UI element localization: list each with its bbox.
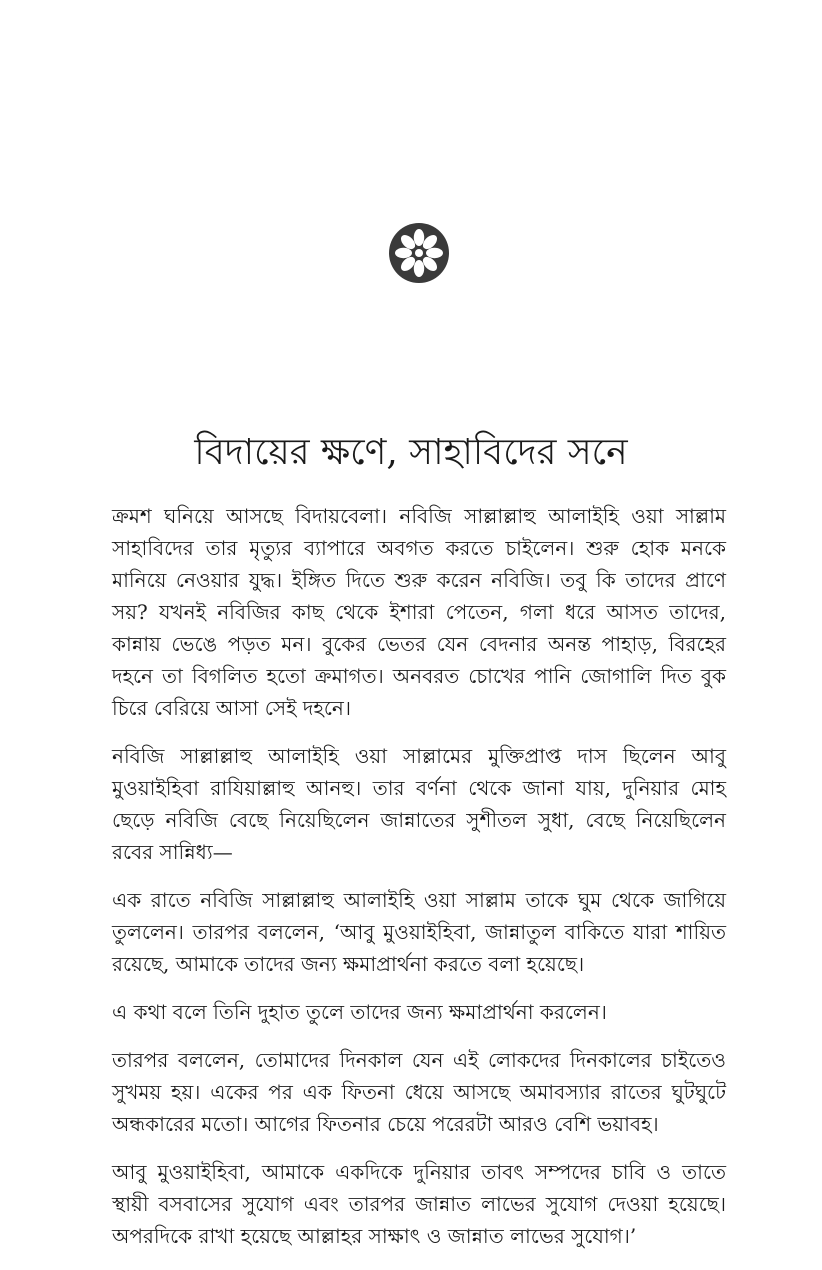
paragraph: তারপর বললেন, তোমাদের দিনকাল যেন এই লোকদের দিনকালের চাইতেও সুখময় হয়। একের পর এক ফিতনা ধেয়ে আসছে অমাবস্যার রাতের ঘুটঘুটে অন্ধকারের মতো। আগের ফিতনার চেয়ে পরেরটা আরও বেশি ভয়াবহ। [112, 1048, 726, 1136]
paragraph: এক রাতে নবিজি সাল্লাল্লাহু আলাইহি ওয়া সাল্লাম তাকে ঘুম থেকে জাগিয়ে তুললেন। তারপর বললেন, ‘আবু মুওয়াইহিবা, জান্নাতুল বাকিতে যারা শায়িত রয়েছে, আমাকে তাদের জন্য ক্ষমাপ্রার্থনা করতে বলা হয়েছে। [112, 888, 726, 976]
chapter-body [112, 500, 726, 1268]
paragraph: এ কথা বলে তিনি দুহাত তুলে তাদের জন্য ক্ষমাপ্রার্থনা করলেন। [112, 1000, 607, 1024]
flower-ornament-icon [388, 222, 450, 284]
paragraph: ক্রমশ ঘনিয়ে আসছে বিদায়বেলা। নবিজি সাল্লাল্লাহু আলাইহি ওয়া সাল্লাম সাহাবিদের তার মৃত্যুর ব্যাপারে অবগত করতে চাইলেন। শুরু হোক মনকে মানিয়ে নেওয়ার যুদ্ধ। ইঙ্গিত দিতে শুরু করেন নবিজি। তবু কি তাদের প্রাণে সয়? যখনই নবিজির কাছ থেকে ইশারা পেতেন, গলা ধরে আসত তাদের, কান্নায় ভেঙে পড়ত মন। বুকের ভেতর যেন বেদনার অনন্ত পাহাড়, বিরহের দহনে তা বিগলিত হতো ক্রমাগত। অনবরত চোখের পানি জোগালি দিত বুক চিরে বেরিয়ে আসা সেই দহনে। [112, 504, 726, 720]
paragraph: আবু মুওয়াইহিবা, আমাকে একদিকে দুনিয়ার তাবৎ সম্পদের চাবি ও তাতে স্থায়ী বসবাসের সুযোগ এবং তারপর জান্নাত লাভের সুযোগ দেওয়া হয়েছে। অপরদিকে রাখা হয়েছে আল্লাহর সাক্ষাৎ ও জান্নাত লাভের সুযোগ।’ [112, 1160, 726, 1248]
paragraph: নবিজি সাল্লাল্লাহু আলাইহি ওয়া সাল্লামের মুক্তিপ্রাপ্ত দাস ছিলেন আবু মুওয়াইহিবা রাযিয়াল্লাহু আনহু। তার বর্ণনা থেকে জানা যায়, দুনিয়ার মোহ ছেড়ে নবিজি বেছে নিয়েছিলেন জান্নাতের সুশীতল সুধা, বেছে নিয়েছিলেন রবের সান্নিধ্য— [112, 744, 726, 864]
chapter-title: বিদায়ের ক্ষণে, সাহাবিদের সনে [194, 432, 628, 473]
